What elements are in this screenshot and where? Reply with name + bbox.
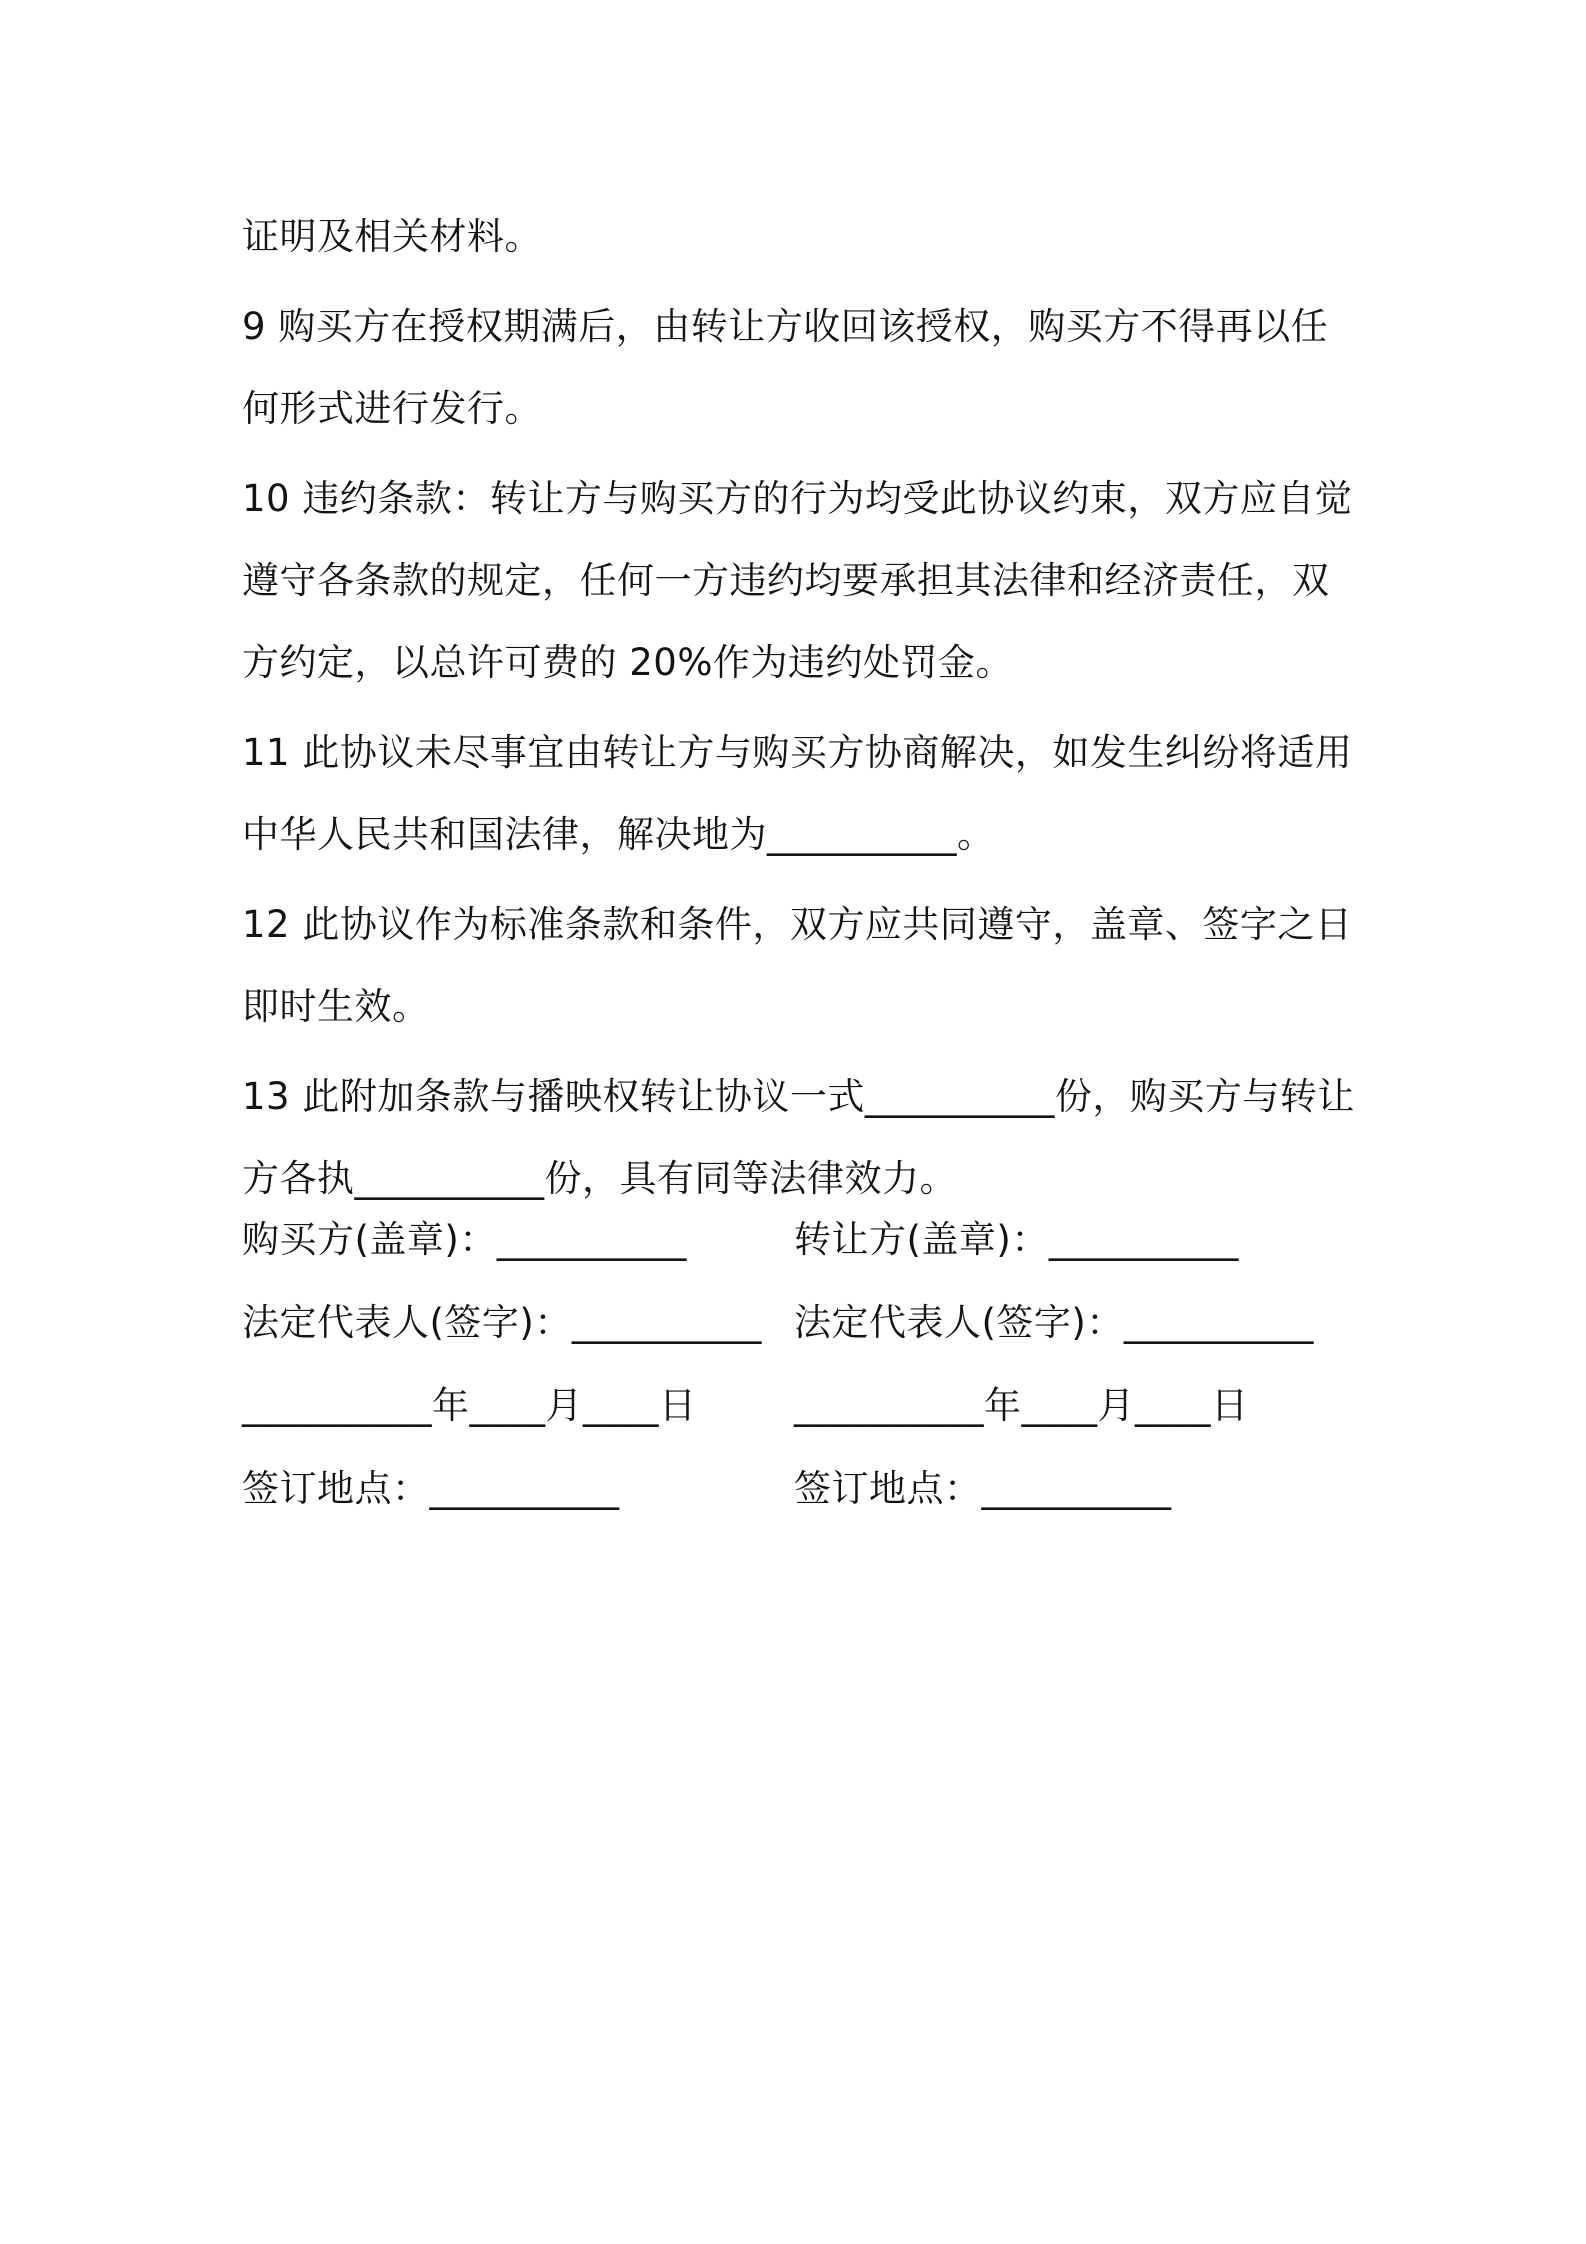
clause-12: 12 此协议作为标准条款和条件，双方应共同遵守，盖章、签字之日即时生效。	[242, 903, 1353, 1028]
clause-13: 13 此附加条款与播映权转让协议一式__________份，购买方与转让方各执__________份，具有同等法律效力。	[242, 1075, 1355, 1200]
buyer-date-field: __________年____月____日	[242, 1384, 697, 1427]
signature-block	[242, 1198, 1360, 1530]
seller-place-field: 签订地点：__________	[794, 1467, 1172, 1510]
paragraph-materials: 证明及相关材料。	[242, 215, 542, 258]
clause-9: 9 购买方在授权期满后，由转让方收回该授权，购买方不得再以任何形式进行发行。	[242, 305, 1329, 430]
seller-representative-field: 法定代表人(签字)：__________	[794, 1301, 1314, 1344]
seller-date-field: __________年____月____日	[794, 1384, 1249, 1427]
signature-row-date	[242, 1364, 1360, 1447]
signature-row-place	[242, 1447, 1360, 1530]
signature-row-seal	[242, 1198, 1360, 1281]
buyer-representative-field: 法定代表人(签字)：__________	[242, 1301, 762, 1344]
signature-row-representative	[242, 1281, 1360, 1364]
document-body	[242, 196, 1360, 1228]
clause-10: 10 违约条款：转让方与购买方的行为均受此协议约束，双方应自觉遵守各条款的规定，任何一方违约均要承担其法律和经济责任，双方约定，以总许可费的 20%作为违约处罚金。	[242, 477, 1353, 684]
buyer-seal-field: 购买方(盖章)：__________	[242, 1218, 687, 1261]
buyer-place-field: 签订地点：__________	[242, 1467, 620, 1510]
clause-11: 11 此协议未尽事宜由转让方与购买方协商解决，如发生纠纷将适用中华人民共和国法律，解决地为__________。	[242, 731, 1353, 856]
seller-seal-field: 转让方(盖章)：__________	[794, 1218, 1239, 1261]
